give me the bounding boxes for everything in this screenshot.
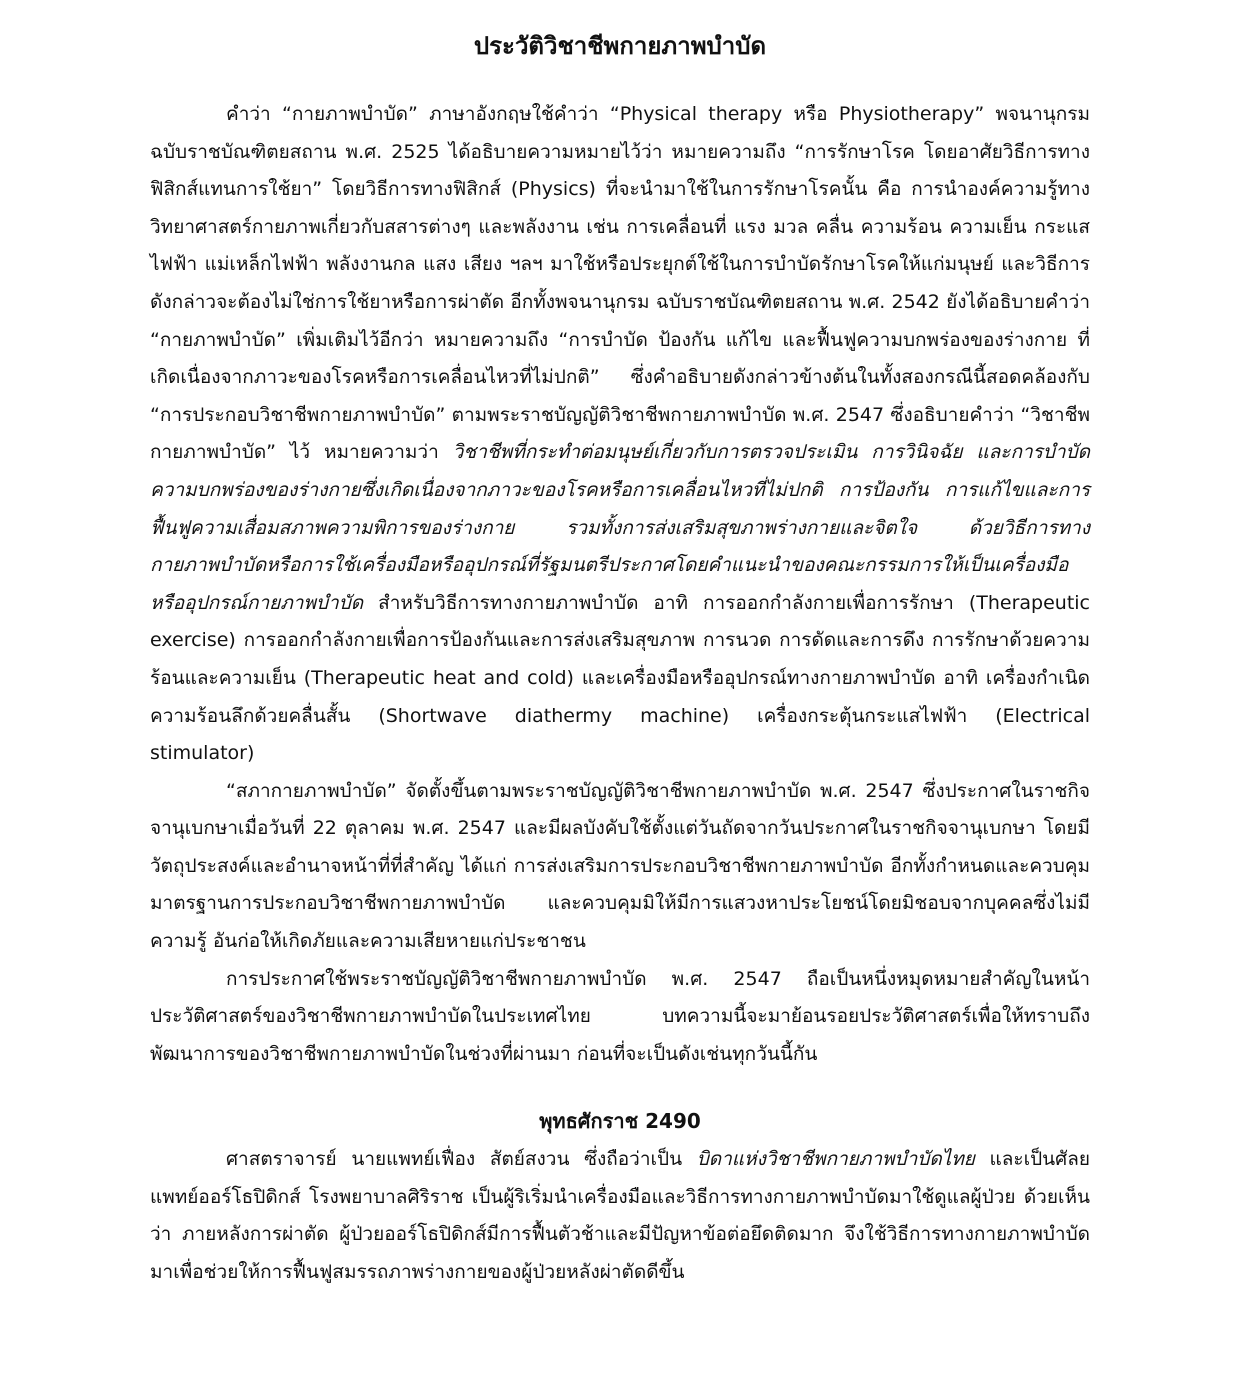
intro-paragraph	[150, 96, 1090, 773]
section-2490-text: ศาสตราจารย์ นายแพทย์เฟื่อง สัตย์สงวน ซึ่งถือว่าเป็น	[226, 1148, 697, 1171]
council-paragraph: “สภากายภาพบำบัด” จัดตั้งขึ้นตามพระราชบัญญัติวิชาชีพกายภาพบำบัด พ.ศ. 2547 ซึ่งประกาศในราชกิจจานุเบกษาเมื่อวันที่ 22 ตุลาคม พ.ศ. 2547 และมีผลบังคับใช้ตั้งแต่วันถัดจากวันประกาศในราชกิจจานุเบกษา โดยมีวัตถุประสงค์และอำนาจหน้าที่ที่สำคัญ ได้แก่ การส่งเสริมการประกอบวิชาชีพกายภาพบำบัด อีกทั้งกำหนดและควบคุมมาตรฐานการประกอบวิชาชีพกายภาพบำบัด และควบคุมมิให้มีการแสวงหาประโยชน์โดยมิชอบจากบุคคลซึ่งไม่มีความรู้ อันก่อให้เกิดภัยและความเสียหายแก่ประชาชน	[150, 779, 1090, 953]
intro-legal-definition: วิชาชีพที่กระทำต่อมนุษย์เกี่ยวกับการตรวจประเมิน การวินิจฉัย และการบำบัดความบกพร่องของร่างกายซึ่งเกิดเนื่องจากภาวะของโรคหรือการเคลื่อนไหวที่ไม่ปกติ การป้องกัน การแก้ไขและการฟื้นฟูความเสื่อมสภาพความพิการของร่างกาย รวมทั้งการส่งเสริมสุขภาพร่างกายและจิตใจ ด้วยวิธีการทางกายภาพบำบัดหรือการใช้เครื่องมือหรืออุปกรณ์ที่รัฐมนตรีประกาศโดยคำแนะนำของคณะกรรมการให้เป็นเครื่องมือหรืออุปกรณ์กายภาพบำบัด	[150, 441, 1090, 614]
section-2490-paragraph	[150, 1141, 1090, 1291]
intro-methods-text: สำหรับวิธีการทางกายภาพบำบัด อาทิ การออกกำลังกายเพื่อการรักษา (Therapeutic exercise) การออกกำลังกายเพื่อการป้องกันและการส่งเสริมสุขภาพ การนวด การดัดและการดึง การรักษาด้วยความร้อนและความเย็น (Therapeutic heat and cold) และเครื่องมือหรืออุปกรณ์ทางกายภาพบำบัด อาทิ เครื่องกำเนิดความร้อนลึกด้วยคลื่นสั้น (Shortwave diathermy machine) เครื่องกระตุ้นกระแสไฟฟ้า (Electrical stimulator)	[150, 591, 1090, 765]
section-2490-emphasis: บิดาแห่งวิชาชีพกายภาพบำบัดไทย	[696, 1148, 975, 1171]
section-2490-text-continued: และเป็นศัลยแพทย์ออร์โธปิดิกส์ โรงพยาบาลศิริราช เป็นผู้ริเริ่มนำเครื่องมือและวิธีการทางกายภาพบำบัดมาใช้ดูแลผู้ป่วย ด้วยเห็นว่า ภายหลังการผ่าตัด ผู้ป่วยออร์โธปิดิกส์มีการฟื้นตัวช้าและมีปัญหาข้อต่อยึดติดมาก จึงใช้วิธีการทางกายภาพบำบัดมาเพื่อช่วยให้การฟื้นฟูสมรรถภาพร่างกายของผู้ป่วยหลังผ่าตัดดีขึ้น	[150, 1148, 1091, 1283]
milestone-paragraph: การประกาศใช้พระราชบัญญัติวิชาชีพกายภาพบำบัด พ.ศ. 2547 ถือเป็นหนึ่งหมุดหมายสำคัญในหน้าประวัติศาสตร์ของวิชาชีพกายภาพบำบัดในประเทศไทย บทความนี้จะมาย้อนรอยประวัติศาสตร์เพื่อให้ทราบถึงพัฒนาการของวิชาชีพกายภาพบำบัดในช่วงที่ผ่านมา ก่อนที่จะเป็นดังเช่นทุกวันนี้กัน	[150, 967, 1090, 1065]
section-heading-2490: พุทธศักราช 2490	[539, 1109, 701, 1134]
document-title: ประวัติวิชาชีพกายภาพบำบัด	[473, 32, 767, 60]
intro-text: คำว่า “กายภาพบำบัด” ภาษาอังกฤษใช้คำว่า “Physical therapy หรือ Physiotherapy” พจนานุกรมฉบับราชบัณฑิตยสถาน พ.ศ. 2525 ได้อธิบายความหมายไว้ว่า หมายความถึง “การรักษาโรค โดยอาศัยวิธีการทางฟิสิกส์แทนการใช้ยา” โดยวิธีการทางฟิสิกส์ (Physics) ที่จะนำมาใช้ในการรักษาโรคนั้น คือ การนำองค์ความรู้ทางวิทยาศาสตร์กายภาพเกี่ยวกับสสารต่างๆ และพลังงาน เช่น การเคลื่อนที่ แรง มวล คลื่น ความร้อน ความเย็น กระแสไฟฟ้า แม่เหล็กไฟฟ้า พลังงานกล แสง เสียง ฯลฯ มาใช้หรือประยุกต์ใช้ในการบำบัดรักษาโรคให้แก่มนุษย์ และวิธีการดังกล่าวจะต้องไม่ใช่การใช้ยาหรือการผ่าตัด อีกทั้งพจนานุกรม ฉบับราชบัณฑิตยสถาน พ.ศ. 2542 ยังได้อธิบายคำว่า “กายภาพบำบัด” เพิ่มเติมไว้อีกว่า หมายความถึง “การบำบัด ป้องกัน แก้ไข และฟื้นฟูความบกพร่องของร่างกาย ที่เกิดเนื่องจากภาวะของโรคหรือการเคลื่อนไหวที่ไม่ปกติ” ซึ่งคำอธิบายดังกล่าวข้างต้นในทั้งสองกรณีนี้สอดคล้องกับ “การประกอบวิชาชีพกายภาพบำบัด” ตามพระราชบัญญัติวิชาชีพกายภาพบำบัด พ.ศ. 2547 ซึ่งอธิบายคำว่า “วิชาชีพกายภาพบำบัด” ไว้ หมายความว่า	[150, 103, 1090, 464]
document-page	[150, 22, 1090, 1291]
